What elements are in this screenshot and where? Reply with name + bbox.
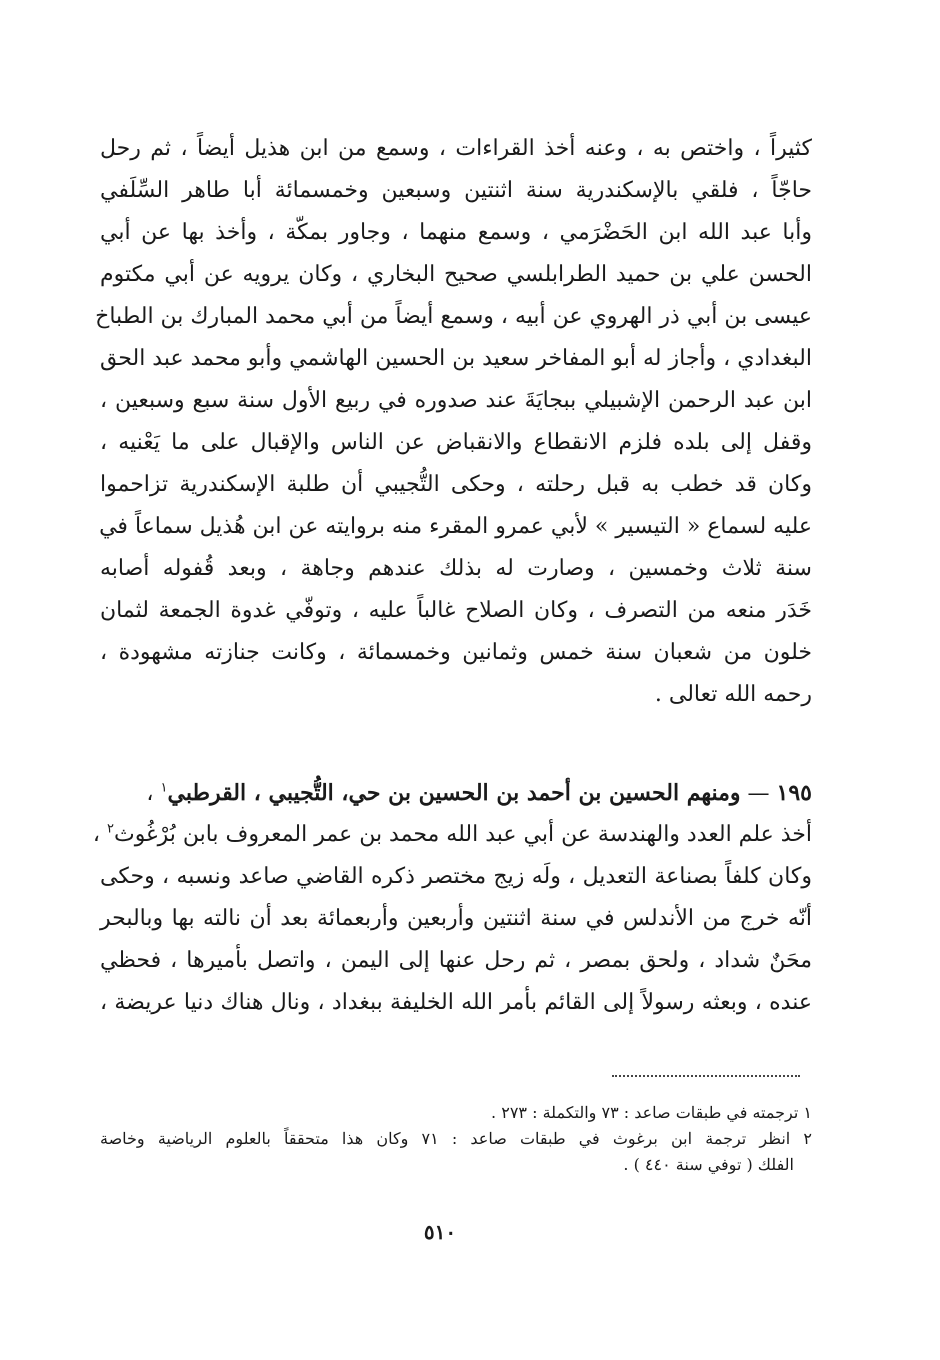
text-line: كثيراً ، واختص به ، وعنه أخذ القراءات ، وسمع من ابن هذيل أيضاً ، ثم رحل <box>100 136 812 161</box>
text-line: أنّه خرج من الأندلس في سنة اثنتين وأربعين وأربعمائة بعد أن نالته بها وبالبحر <box>100 906 812 931</box>
text-line: رحمه الله تعالى . <box>654 682 812 707</box>
text-line: محَنٌ شداد ، ولحق بمصر ، ثم رحل عنها إلى اليمن ، واتصل بأميرها ، فحظي <box>100 948 812 973</box>
footnote-ref-1[interactable]: ١ <box>160 780 168 796</box>
footnote-mark: ١ <box>803 1103 812 1122</box>
text-line: سنة ثلاث وخمسين ، وصارت له بذلك عندهم وجاهة ، وبعد قُفوله أصابه <box>100 556 812 581</box>
text-line: وقفل إلى بلده فلزم الانقطاع والانقباض عن الناس والإقبال على ما يَعْنيه ، <box>100 430 812 455</box>
entry-title: ومنهم الحسين بن أحمد بن الحسين بن حي، التُّجيبي ، القرطبي <box>167 780 741 806</box>
text-line: الحسن علي بن حميد الطرابلسي صحيح البخاري ، وكان يرويه عن أبي مكتوم <box>100 262 812 287</box>
footnote-ref-2[interactable]: ٢ <box>107 821 114 837</box>
text-line: عنده ، وبعثه رسولاً إلى القائم بأمر الله الخليفة ببغداد ، ونال هناك دنيا عريضة ، <box>100 990 812 1015</box>
entry-195 <box>92 772 812 1024</box>
text-line: عليه لسماع « التيسير » لأبي عمرو المقرء منه بروايته عن ابن هُذيل سماعاً في <box>99 514 812 539</box>
text-line: وأبا عبد الله ابن الحَضْرَمي ، وسمع منهما ، وجاور بمكّة ، وأخذ بها عن أبي <box>100 220 812 245</box>
text-line-tail: ، <box>92 822 107 847</box>
continued-paragraph <box>95 128 812 716</box>
entry-heading-tail: ، <box>146 781 161 806</box>
footnote-text: ترجمته في طبقات صاعد : ٧٣ والتكملة : ٢٧٣ . <box>491 1103 799 1122</box>
text-line: وكان كلفاً بصناعة التعديل ، ولَه زيج مختصر ذكره القاضي صاعد ونسبه ، وحكى <box>100 864 812 889</box>
footnotes <box>100 1100 812 1178</box>
text-line: ابن عبد الرحمن الإشبيلي ببجايَةَ عند صدوره في ربيع الأول سنة سبع وسبعين ، <box>100 388 812 413</box>
footnote-text: انظر ترجمة ابن برغوث في طبقات صاعد : ٧١ وكان هذا متحققاً بالعلوم الرياضية وخاصة <box>100 1129 791 1148</box>
entry-dash: — <box>740 781 777 806</box>
text-line: وكان قد خطب به قبل رحلته ، وحكى التُّجيبي أن طلبة الإسكندرية تزاحموا <box>100 472 812 497</box>
footnote-separator <box>612 1075 800 1077</box>
text-line: عيسى بن أبي ذر الهروي عن أبيه ، وسمع أيضاً من أبي محمد المبارك بن الطباخ <box>95 304 812 329</box>
footnote-2-continued <box>100 1152 812 1178</box>
footnote-1 <box>100 1100 812 1126</box>
entry-number: ١٩٥ <box>776 780 812 806</box>
entry-heading <box>100 772 812 814</box>
footnote-mark: ٢ <box>803 1129 813 1148</box>
text-line: حاجّاً ، فلقي بالإسكندرية سنة اثنتين وسبعين وخمسمائة أبا طاهر السِّلَفي <box>100 178 812 203</box>
text-line: خَدَر منعه من التصرف ، وكان الصلاح غالباً عليه ، وتوفّي غدوة الجمعة لثمان <box>100 598 812 623</box>
text-line: البغدادي ، وأجاز له أبو المفاخر سعيد بن الحسين الهاشمي وأبو محمد عبد الحق <box>99 346 812 371</box>
footnote-2 <box>100 1126 812 1152</box>
page-number: ٥١٠ <box>423 1220 457 1244</box>
text-line: خلون من شعبان سنة خمس وثمانين وخمسمائة ، وكانت جنازته مشهودة ، <box>100 640 812 665</box>
text-line-content: أخذ علم العدد والهندسة عن أبي عبد الله محمد بن عمر المعروف بابن بُرْغُوث <box>113 822 812 847</box>
footnote-text: الفلك ( توفي سنة ٤٤٠ ) . <box>623 1155 794 1174</box>
text-line <box>92 814 812 856</box>
